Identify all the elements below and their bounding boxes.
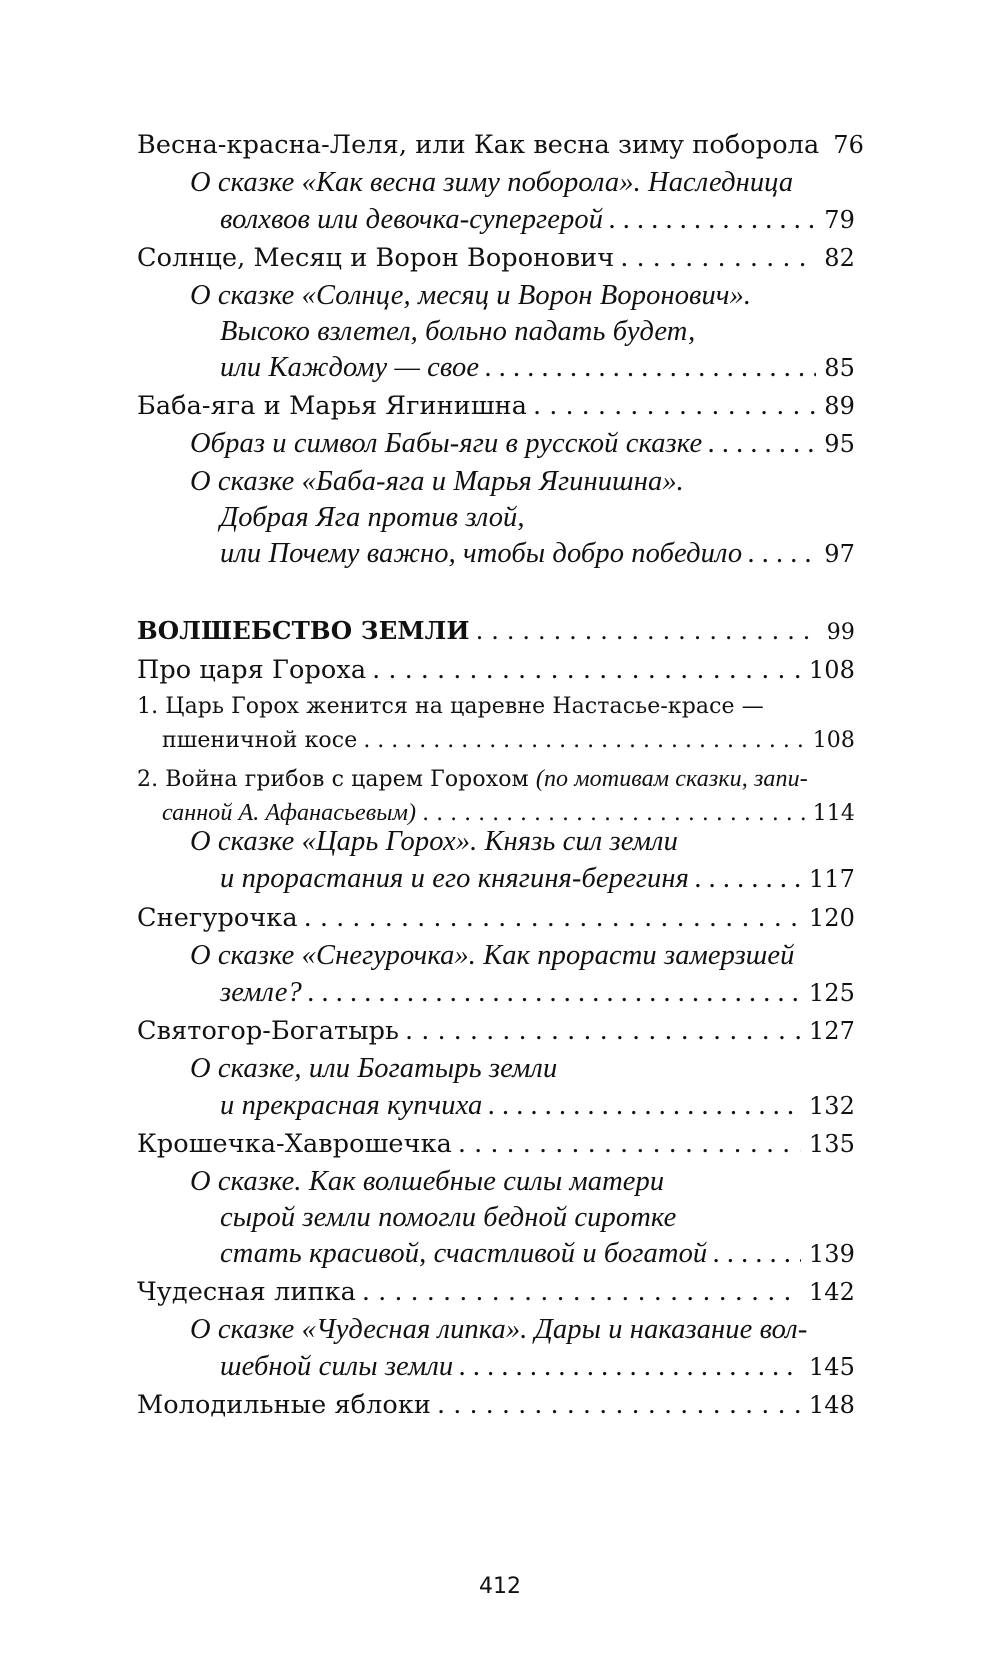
toc-page-number: 148 — [808, 1391, 855, 1419]
toc-entry-title-cont: шебной силы земли — [220, 1351, 454, 1382]
toc-leader — [458, 1125, 801, 1163]
toc-page-number: 125 — [808, 979, 855, 1007]
toc-entry-title: Молодильные яблоки — [137, 1390, 432, 1420]
toc-leader — [748, 535, 816, 573]
page-number-footer: 412 — [479, 1574, 521, 1599]
toc-entry-title: Весна-красна-Леля, или Как весна зиму поборола — [137, 130, 820, 160]
toc-leader — [713, 1235, 801, 1273]
toc-leader — [488, 1087, 801, 1125]
toc-leader — [363, 724, 804, 758]
section-title: ВОЛШЕБСТВО ЗЕМЛИ — [137, 616, 470, 645]
toc-leader — [609, 201, 816, 239]
toc-leader — [695, 860, 801, 898]
toc-leader — [304, 899, 801, 937]
toc-entry-title-cont: волхвов или девочка-супергерой — [220, 204, 604, 235]
toc-page-number: 139 — [808, 1240, 855, 1268]
toc-entry-title: Солнце, Месяц и Ворон Воронович — [137, 243, 615, 273]
toc-page-number: 114 — [812, 801, 855, 826]
toc-entry-title-cont: или Каждому — свое — [220, 352, 480, 383]
toc-entry-title: Снегурочка — [137, 903, 298, 933]
toc-entry-title-cont: пшеничной косе — [162, 728, 358, 753]
toc-entry-title: О сказке «Баба-яга и Марья Ягинишна». — [190, 466, 684, 497]
toc-leader — [485, 349, 816, 387]
toc-entry-title: 2. Война грибов с царем Горохом — [137, 767, 529, 792]
toc-entry-title: О сказке «Царь Горох». Князь сил земли — [190, 826, 678, 857]
toc-entry-title: О сказке «Чудесная липка». Дары и наказание вол- — [190, 1314, 808, 1345]
toc-page-number: 127 — [808, 1017, 855, 1045]
toc-page-number: 142 — [808, 1278, 855, 1306]
toc-leader — [459, 1348, 801, 1386]
toc-entry-title: Чудесная липка — [137, 1277, 356, 1307]
toc-leader — [308, 974, 801, 1012]
toc-entry-note: (по мотивам сказки, запи- — [535, 766, 808, 792]
toc-leader — [372, 651, 801, 689]
toc-page-number: 108 — [808, 656, 855, 684]
toc-page-number: 97 — [824, 540, 855, 568]
toc-entry-title: Баба-яга и Марья Ягинишна — [137, 391, 528, 421]
toc-leader — [620, 239, 816, 277]
toc-entry-title-cont: земле? — [220, 977, 302, 1008]
toc-entry-title: О сказке «Снегурочка». Как прорасти замерзшей — [190, 940, 795, 971]
toc-entry-title: Крошечка-Хаврошечка — [137, 1129, 452, 1159]
toc-leader — [708, 425, 816, 463]
toc-entry-title: О сказке «Солнце, месяц и Ворон Воронович». — [190, 280, 752, 311]
toc-page-number: 95 — [824, 430, 855, 458]
toc-entry-title: О сказке. Как волшебные силы матери — [190, 1166, 665, 1197]
toc-entry-title-cont: и прорастания и его княгиня-берегиня — [220, 863, 689, 894]
toc-page-number: 120 — [808, 904, 855, 932]
toc-leader — [476, 612, 819, 650]
toc-entry-title: Про царя Гороха — [137, 655, 367, 685]
toc-entry-title: 1. Царь Горох женится на царевне Настасье-красе — — [137, 694, 764, 719]
toc-entry-title-cont: Высоко взлетел, больно падать будет, — [220, 316, 696, 347]
toc-leader — [437, 1386, 801, 1424]
toc-page-number: 132 — [808, 1092, 855, 1120]
toc-entry-title: О сказке «Как весна зиму поборола». Наследница — [190, 167, 794, 198]
toc-entry-title-cont: и прекрасная купчиха — [220, 1090, 483, 1121]
toc-leader — [362, 1273, 801, 1311]
toc-page-number: 99 — [826, 620, 855, 645]
toc-entry-title: Образ и символ Бабы-яги в русской сказке — [190, 428, 703, 459]
toc-entry-title-cont: стать красивой, счастливой и богатой — [220, 1238, 708, 1269]
toc-page-number: 85 — [824, 354, 855, 382]
toc-entry-title: О сказке, или Богатырь земли — [190, 1053, 558, 1084]
toc-entry-title-cont: или Почему важно, чтобы добро победило — [220, 538, 743, 569]
toc-page-number: 145 — [808, 1353, 855, 1381]
toc-page-number: 135 — [808, 1130, 855, 1158]
toc-page-number: 82 — [824, 244, 855, 272]
toc-page-number: 108 — [812, 728, 855, 753]
toc-leader — [533, 387, 816, 425]
toc-entry-title-cont: Добрая Яга против злой, — [220, 502, 525, 533]
toc-leader — [405, 1012, 801, 1050]
toc-page-number: 79 — [824, 206, 855, 234]
toc-entry-note-cont: санной А. Афанасьевым) — [162, 800, 417, 826]
toc-entry-title-cont: сырой земли помогли бедной сиротке — [220, 1202, 677, 1233]
toc-entry-title: Святогор-Богатырь — [137, 1016, 400, 1046]
toc-page-number: 89 — [824, 392, 855, 420]
toc-page-number: 117 — [808, 865, 855, 893]
toc-page-number: 76 — [833, 131, 864, 159]
